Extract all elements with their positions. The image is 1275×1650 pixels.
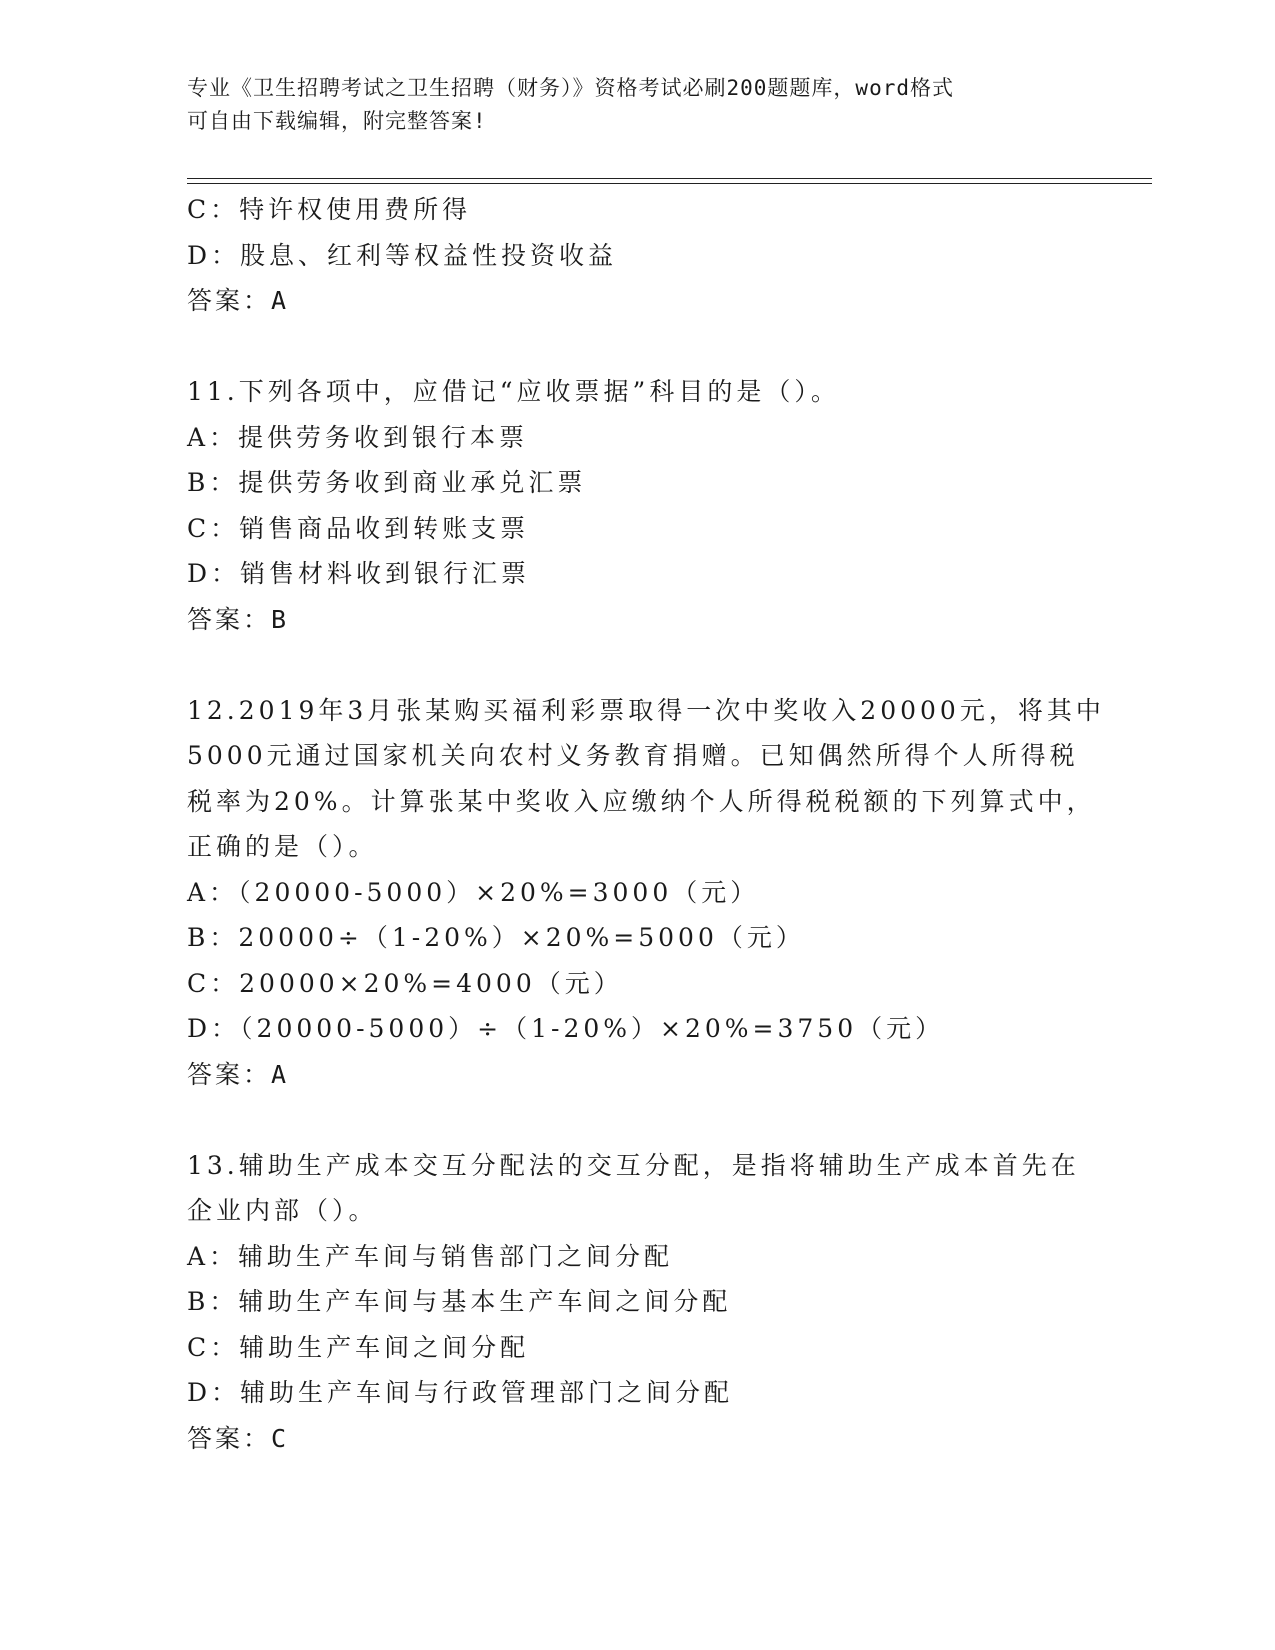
option-a: A：提供劳务收到银行本票 (187, 422, 529, 452)
question-stem-line-2: 企业内部（）。 (187, 1196, 378, 1225)
question-13 (187, 1143, 1087, 1462)
question-12 (187, 688, 1105, 1098)
question-10-tail (187, 187, 1087, 324)
option-c: C：20000×20%=4000（元） (187, 968, 623, 998)
question-stem-line-3: 税率为20%。计算张某中奖收入应缴纳个人所得税税额的下列算式中， (187, 786, 1096, 816)
option-a: A：（20000-5000）×20%=3000（元） (187, 877, 760, 907)
option-c: C：特许权使用费所得 (187, 195, 472, 224)
question-stem-line-2: 5000元通过国家机关向农村义务教育捐赠。已知偶然所得个人所得税 (187, 741, 1079, 770)
header-line-2: 可自由下载编辑，附完整答案! (187, 109, 487, 133)
answer-line: 答案：C (187, 1423, 290, 1453)
option-d: D：股息、红利等权益性投资收益 (187, 240, 618, 270)
header-divider-bottom (187, 183, 1152, 184)
question-stem-line-1: 12.2019年3月张某购买福利彩票取得一次中奖收入20000元，将其中 (187, 695, 1105, 725)
option-c: C：辅助生产车间之间分配 (187, 1332, 530, 1362)
question-stem: 11.下列各项中，应借记“应收票据”科目的是（）。 (187, 377, 840, 406)
answer-line: 答案：A (187, 1059, 290, 1089)
answer-line: 答案：B (187, 604, 290, 634)
option-b: B：辅助生产车间与基本生产车间之间分配 (187, 1287, 732, 1316)
document-header (187, 72, 1067, 138)
question-list (187, 187, 1105, 1461)
option-c: C：销售商品收到转账支票 (187, 513, 530, 543)
answer-line: 答案：A (187, 286, 290, 315)
option-d: D：辅助生产车间与行政管理部门之间分配 (187, 1378, 734, 1407)
option-a: A：辅助生产车间与销售部门之间分配 (187, 1241, 674, 1271)
question-11 (187, 369, 1087, 642)
option-b: B：提供劳务收到商业承兑汇票 (187, 468, 587, 497)
option-d: D：销售材料收到银行汇票 (187, 559, 531, 588)
option-d: D：（20000-5000）÷（1-20%）×20%=3750（元） (187, 1014, 945, 1043)
header-divider-top (187, 178, 1152, 179)
option-b: B：20000÷（1-20%）×20%=5000（元） (187, 923, 805, 952)
question-stem-line-1: 13.辅助生产成本交互分配法的交互分配，是指将辅助生产成本首先在 (187, 1150, 1080, 1180)
question-stem-line-4: 正确的是（）。 (187, 832, 378, 861)
header-line-1: 专业《卫生招聘考试之卫生招聘（财务）》资格考试必刷200题题库，word格式 (187, 76, 954, 100)
